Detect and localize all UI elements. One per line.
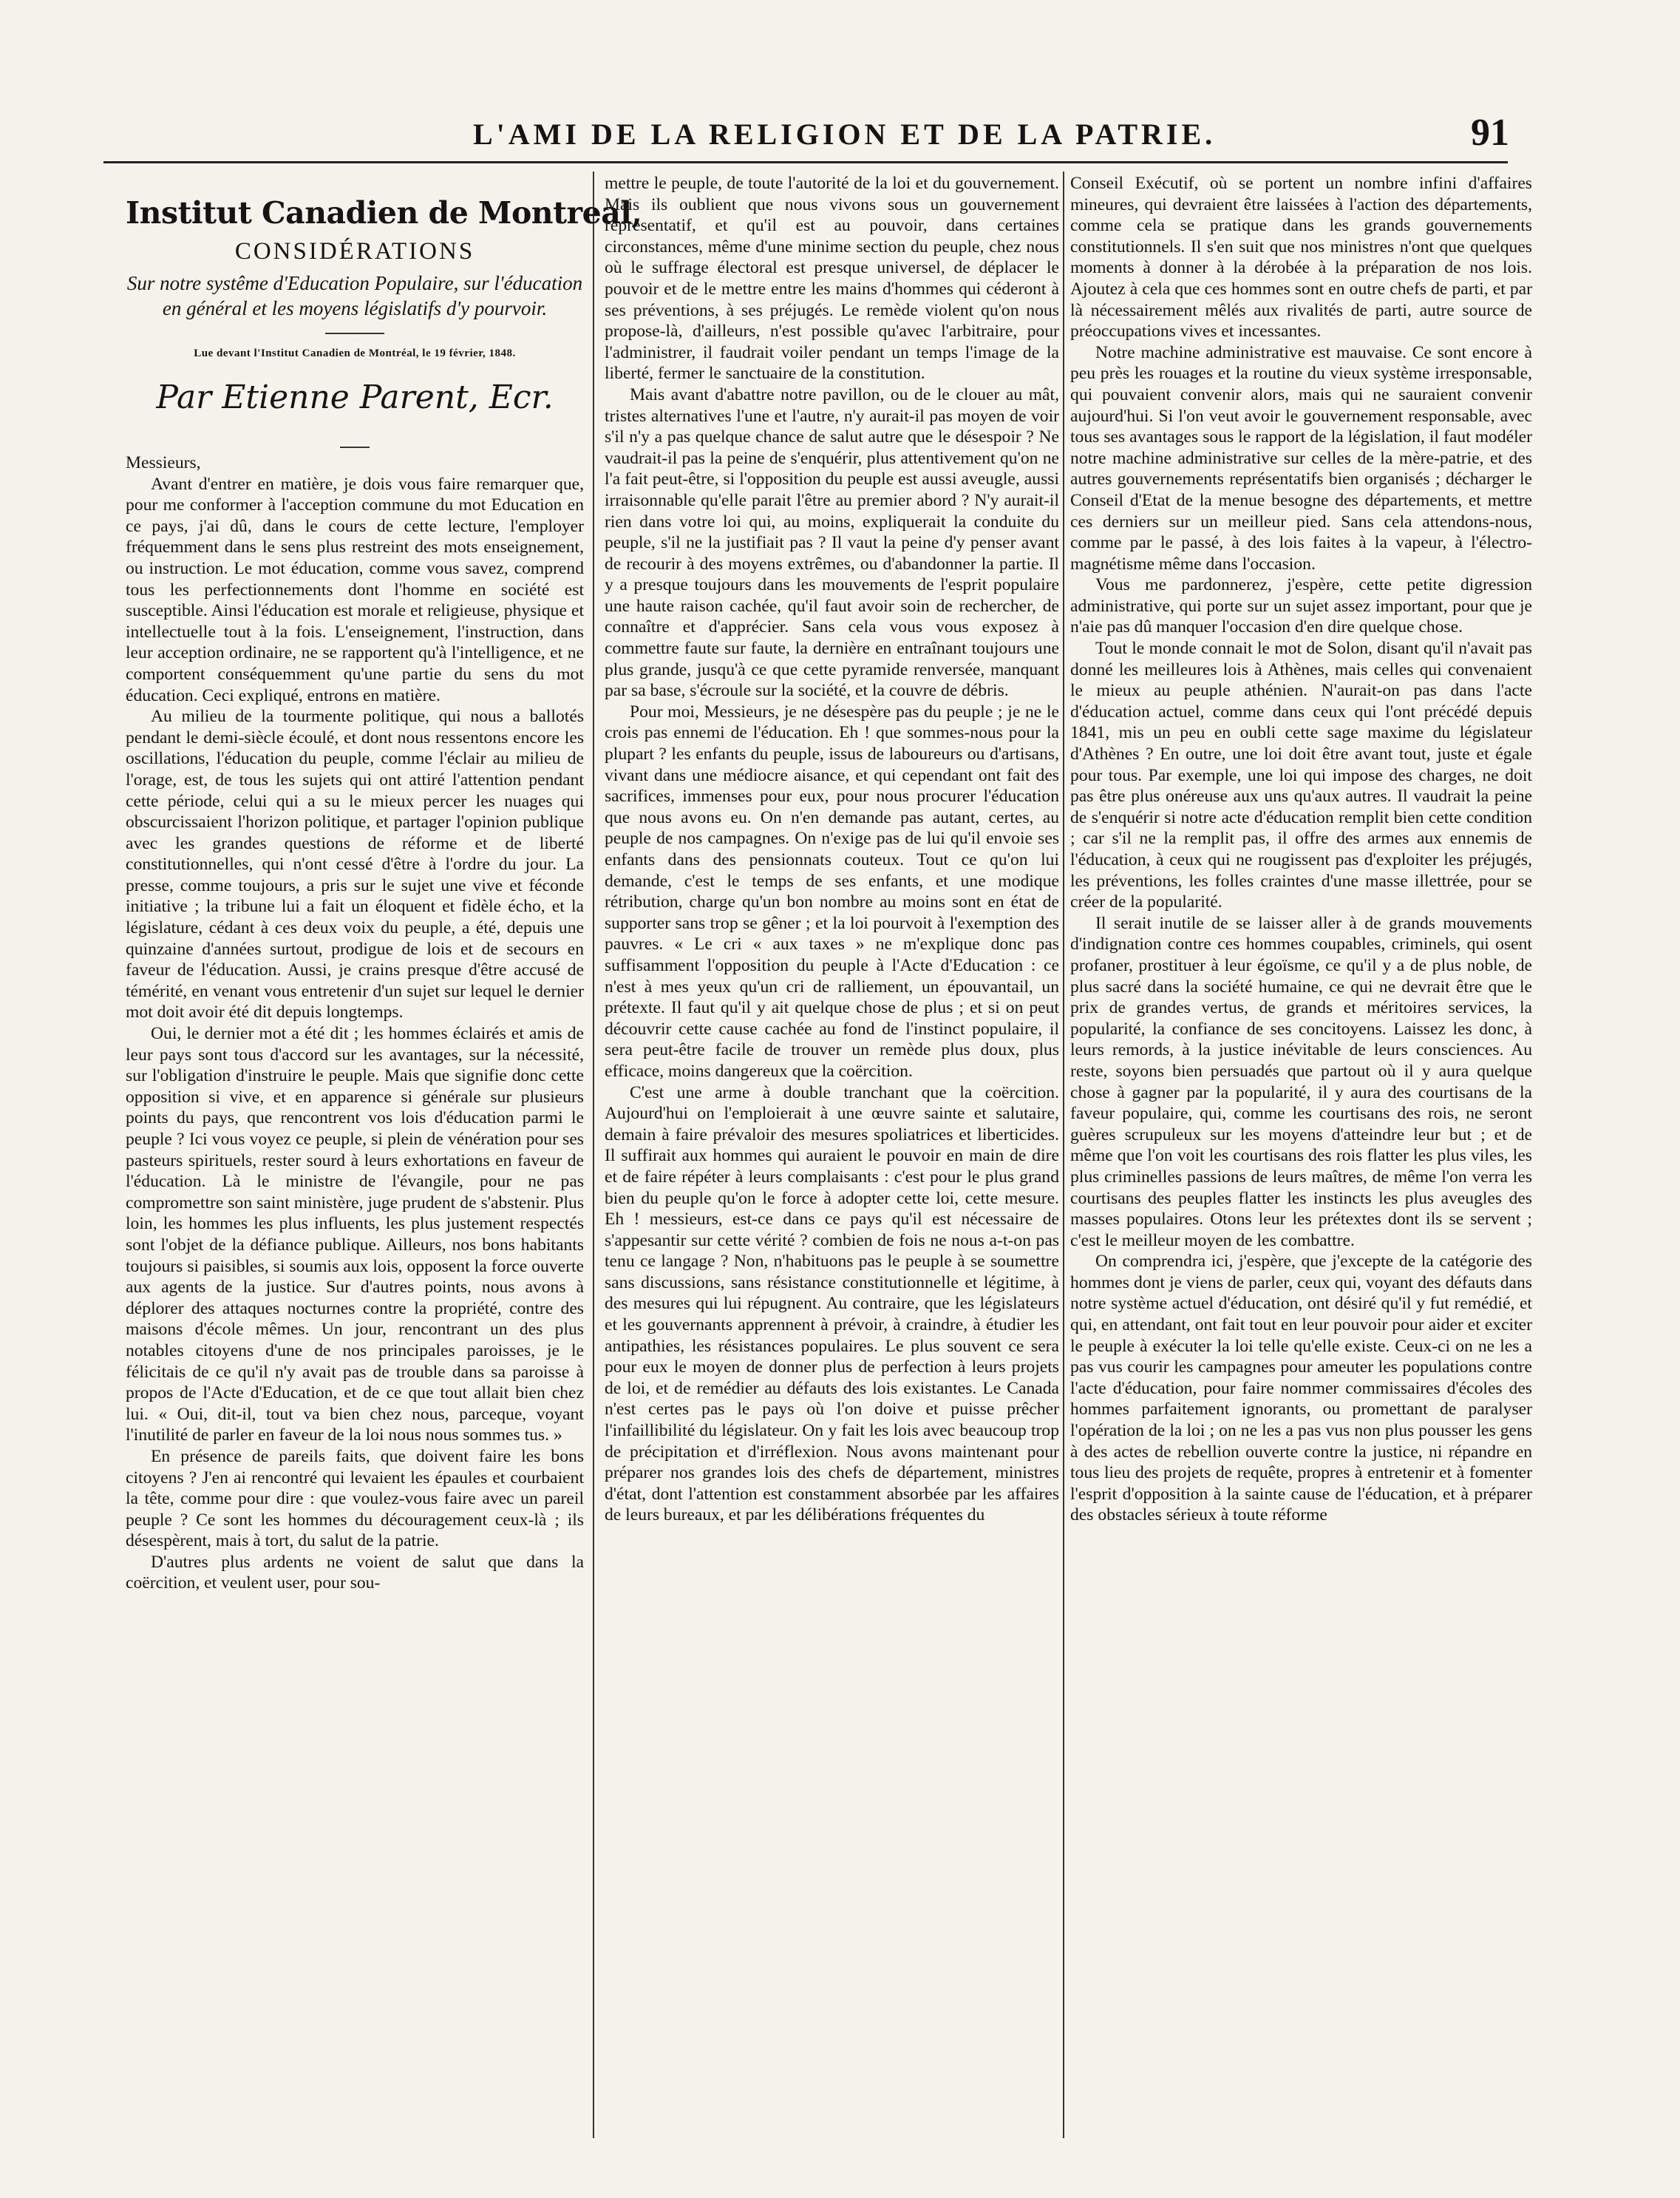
paragraph: Notre machine administrative est mauvaise. Ce sont encore à peu près les rouages et la routine du vieux système irresponsable, qui pouvaient convenir alors, mais qui ne sauraient convenir aujourd'hui. Si l'on veut avoir le gouvernement responsable, avec tous ses avantages sous le rapport de la législation, il faut modéler notre machine administrative sur celles de la mère-patrie, et des autres gouvernements représentatifs bien organisés ; décharger le Conseil d'Etat de la menue besogne des départements, et mettre ces derniers sur un meilleur pied. Sans cela attendons-nous, comme par le passé, à des lois faites à la vapeur, à l'électro-magnétisme même dans l'occasion. — [1070, 342, 1532, 574]
paragraph: Pour moi, Messieurs, je ne désespère pas du peuple ; je ne le crois pas ennemi de l'éducation. Eh ! que sommes-nous pour la plupart ? les enfants du peuple, issus de laboureurs ou d'artisans, vivant dans une médiocre aisance, et qui cependant ont fait des sacrifices, immenses pour eux, pour nous procurer l'éducation que nous avons eu. On n'en demande pas autant, certes, au peuple de nos campagnes. On n'exige pas de lui qu'il envoie ses enfants dans des pensionnats couteux. Tout ce qu'on lui demande, c'est le temps de ses enfants, et une modique rétribution, charge qu'un bon nombre au moins sont en état de supporter sans trop se gêner ; et la loi pourvoit à l'exemption des pauvres. « Le cri « aux taxes » ne m'explique donc pas suffisamment l'opposition du peuple à l'Acte d'Education : ce n'est à mes yeux qu'un cri de ralliement, un épouvantail, un prétexte. Il faut qu'il y ait quelque chose de plus ; et si on peut découvrir cette cause cachée au fond de l'instinct populaire, il sera peut-être facile de trouver un remède plus doux, plus efficace, moins dangereux que la coërcition. — [605, 702, 1059, 1081]
paragraph: Tout le monde connait le mot de Solon, disant qu'il n'avait pas donné les meilleures lois à Athènes, mais celles qui convenaient le mieux au peuple athénien. N'aurait-on pas dans l'acte d'éducation actuel, comme dans ceux qui l'ont précédé depuis 1841, mis un peu en oubli cette sage maxime du législateur d'Athènes ? En outre, une loi doit être avant tout, juste et égale pour tous. Par exemple, une loi qui impose des charges, ne doit pas être plus onéreuse aux uns qu'aux autres. Il vaudrait la peine de s'enquérir si notre acte d'éducation remplit bien cette condition ; car s'il ne la remplit pas, il offre des armes aux ennemis de l'éducation, à ceux qui ne rougissent pas d'exploiter les préjugés, les préventions, les folles craintes d'une masse illettrée, pour se créer de la popularité. — [1070, 639, 1532, 912]
column-divider — [593, 172, 594, 2138]
column-1 — [126, 173, 642, 2162]
running-head — [0, 0, 1680, 155]
article-heading: CONSIDÉRATIONS — [234, 238, 475, 265]
paragraph: On comprendra ici, j'espère, que j'excepte de la catégorie des hommes dont je viens de parler, ceux qui, voyant des défauts dans notre système actuel d'éducation, ont désiré qu'il y fut remédié, et qui, en attendant, ont fait tout en leur pouvoir pour aider et exciter le peuple à exécuter la loi telle qu'elle existe. Ceux-ci on ne les a pas vus courir les campagnes pour ameuter les populations contre l'acte d'éducation, pour faire nommer commissaires d'écoles des hommes parfaitement ignorants, ou promettant de paralyser l'opération de la loi ; on ne les a pas vus non plus pousser les gens à des actes de rebellion ouverte contre la justice, ni répandre en tous lieu des projets de requête, propres à entretenir et à fomenter l'esprit d'opposition à la sainte cause de l'éducation, et à préparer des obstacles sérieux à toute réforme — [1070, 1252, 1532, 1525]
paragraph: C'est une arme à double tranchant que la coërcition. Aujourd'hui on l'emploierait à une œuvre sainte et salutaire, demain à faire prévaloir des mesures spoliatrices et liberticides. Il suffirait aux hommes qui auraient le pouvoir en main de dire et de faire répéter à leurs complaisants : c'est pour le plus grand bien du peuple qu'on le force à adopter cette loi, cette mesure. Eh ! messieurs, est-ce dans ce pays qu'il est nécessaire de s'appesantir sur cette vérité ? combien de fois ne nous a-t-on pas tenu ce langage ? Non, n'habituons pas le peuple à se soumettre sans discussions, sans résistance constitutionnelle et légitime, à des mesures qui lui répugnent. Au contraire, que les législateurs et les gouvernants apprennent à prévoir, à craindre, à étudier les antipathies, les résistances populaires. Le plus souvent ce sera pour eux le moyen de donner plus de perfection à leurs projets de loi, et de remédier au défauts des lois existantes. Le Canada n'est certes pas le pays où l'on doive et puisse prêcher l'infaillibilité du législateur. On y fait les lois avec beaucoup trop de précipitation et d'irréflexion. Nous avons maintenant pour préparer nos grandes lois des chefs de département, ministres d'état, dont l'attention est constamment absorbée par les affaires de leurs bureaux, et par les délibérations fréquentes du — [605, 1082, 1059, 1525]
column-divider — [1063, 172, 1064, 2138]
institution-heading: Institut Canadien de Montreal, — [126, 195, 642, 231]
running-title: L'AMI DE LA RELIGION ET DE LA PATRIE. — [473, 118, 1217, 151]
paragraph: Conseil Exécutif, où se portent un nombre infini d'affaires mineures, qui devraient être laissées à l'action des départements, comme cela se pratique dans les grands gouvernements constitutionnels. Il s'en suit que nos ministres n'ont que quelques moments à donner à la dérobée à la préparation de nos lois. Ajoutez à cela que ces hommes sont en outre chefs de parti, et par là nécessairement mêlés aux rivalités de parti, autre source de préoccupations vives et incessantes. — [1070, 174, 1532, 342]
paragraph: Avant d'entrer en matière, je dois vous faire remarquer que, pour me conformer à l'acception commune du mot Education en ce pays, j'ai dû, dans le cours de cette lecture, l'employer fréquemment dans le sens plus restreint des mots enseignement, ou instruction. Le mot éducation, comme vous savez, comprend tous les perfectionnements dont l'homme en société est susceptible. Ainsi l'éducation est morale et religieuse, physique et intellectuelle tout à la fois. L'enseignement, l'instruction, dans leur acception ordinaire, ne se rapportent qu'à l'intelligence, et ne comportent conséquemment qu'une partie du sens du mot éducation. Ceci expliqué, entrons en matière. — [126, 474, 584, 705]
page-number: 91 — [1471, 112, 1509, 154]
paragraph: Vous me pardonnerez, j'espère, cette petite digression administrative, qui porte sur un sujet assez important, pour que je n'aie pas dû manquer l'occasion d'en dire quelque chose. — [1070, 575, 1532, 637]
column-2 — [605, 173, 1059, 2162]
column-3 — [1070, 173, 1532, 2162]
article-subtitle: Sur notre systême d'Education Populaire, sur l'éducation en général et les moyens législatifs d'y pourvoir. — [126, 272, 583, 319]
paragraph: Il serait inutile de se laisser aller à de grands mouvements d'indignation contre ces hommes coupables, criminels, qui osent profaner, prostituer à leur égoïsme, ce qu'il y a de plus noble, de plus sacré dans la société humaine, ce qui ne devrait être que le prix de grandes vertus, de grands et méritoires services, la popularité, la confiance de ses concitoyens. Laissez les donc, à leurs remords, à la justice inévitable de leurs consciences. Au reste, soyons bien persuadés que partout où il y aura quelque chose à gagner par la popularité, il y aura des courtisans de la faveur populaire, qui, comme les courtisans des rois, ne seront guères scrupuleux sur les moyens d'atteindre leur but ; et de même que l'on voit les courtisans des rois flatter les plus viles, les plus criminelles passions de leurs maîtres, de même l'on verra les courtisans des peuples flatter les instincts les plus aveugles des masses populaires. Otons leur les prétextes dont ils se servent ; c'est le meilleur moyen de les combattre. — [1070, 913, 1532, 1250]
paragraph: Oui, le dernier mot a été dit ; les hommes éclairés et amis de leur pays sont tous d'accord sur les avantages, sur la nécessité, sur l'obligation d'instruire le peuple. Mais que signifie donc cette opposition si vive, et en apparence si générale sur plusieurs points du pays, que rencontrent vos lois d'éducation parmi le peuple ? Ici vous voyez ce peuple, si plein de vénération pour ses pasteurs spirituels, rester sourd à leurs exhortations en faveur de l'éducation. Là le ministre de l'évangile, pour ne pas compromettre son saint ministère, juge prudent de s'abstenir. Plus loin, les hommes les plus influents, les plus justement respectés sont l'objet de la défiance publique. Ailleurs, nos bons habitants toujours si paisibles, si soumis aux lois, opposent la force ouverte aux agents de la justice. Sur d'autres points, nous avons à déplorer des attaques nocturnes contre la propriété, contre des maisons d'école mêmes. Un jour, rencontrant un des plus notables citoyens d'une de nos principales paroisses, je le félicitais de ce qu'il n'y avait pas de trouble dans sa paroisse à propos de l'Acte d'Education, et de ce que tout allait bien chez lui. « Oui, dit-il, tout va bien chez nous, parceque, voyant l'inutilité de parler en faveur de la loi nous nous sommes tus. » — [126, 1024, 584, 1445]
header-rule — [103, 161, 1508, 163]
byline: Par Etienne Parent, Ecr. — [156, 379, 554, 416]
paragraph: Mais avant d'abattre notre pavillon, ou de le clouer au mât, tristes alternatives l'une et l'autre, n'y aurait-il pas moyen de voir s'il n'y a pas quelque chance de salut autre que le désespoir ? Ne vaudrait-il pas la peine de s'enquérir, plus attentivement qu'on ne l'a fait peut-être, si l'opposition du peuple est aussi aveugle, aussi irraisonnable qu'elle parait l'être au premier abord ? N'y aurait-il rien dans votre loi qui, au moins, expliquerait la conduite du peuple, s'il ne la justifiait pas ? Il vaut la peine d'y penser avant de recourir à des moyens extrêmes, ou d'abandonner la partie. Il y a presque toujours dans les mouvements de l'esprit populaire une haute raison cachée, qu'il faut avoir soin de rechercher, de connaître et d'apprécier. Sans cela vous vous exposez à commettre faute sur faute, la dernière en entraînant toujours une plus grande, jusqu'à ce que cette pyramide renversée, manquant par sa base, s'écroule sur la société, et la couvre de débris. — [605, 384, 1059, 701]
paragraph: D'autres plus ardents ne voient de salut que dans la coërcition, et veulent user, pour sou- — [126, 1552, 584, 1593]
read-before-note: Lue devant l'Institut Canadien de Montréal, le 19 février, 1848. — [194, 347, 516, 359]
byline-rule — [340, 447, 370, 448]
paragraph: Messieurs, — [126, 453, 201, 472]
paragraph: En présence de pareils faits, que doivent faire les bons citoyens ? J'en ai rencontré qui levaient les épaules et courbaient la tête, comme pour dire : que voulez-vous faire avec un pareil peuple ? Ce sont les hommes du découragement ceux-là ; ils désespèrent, mais à tort, du salut de la patrie. — [126, 1446, 584, 1551]
paragraph: mettre le peuple, de toute l'autorité de la loi et du gouvernement. Mais ils oublient que nous vivons sous un gouvernement représentatif, et qu'il est au pouvoir, dans certaines circonstances, même d'une minime section du peuple, chez nous où le suffrage électoral est presque universel, de déplacer le pouvoir et de le mettre entre les mains d'hommes qui céderont à ses préventions, à ses préjugés. Le remède violent qu'on nous propose-là, d'ailleurs, n'est possible qu'avec l'arbitraire, pour l'administrer, il faudrait voiler pendant un temps l'image de la liberté, fermer le sanctuaire de la constitution. — [605, 174, 1059, 384]
heading-rule — [325, 333, 384, 334]
paragraph: Au milieu de la tourmente politique, qui nous a ballotés pendant le demi-siècle écoulé, et dont nous ressentons encore les oscillations, l'éducation du peuple, comme l'éclair au milieu de l'orage, est, de tous les sujets qui ont attiré l'attention pendant cette période, celui qui a su le mieux percer les nuages qui obscurcissaient l'horizon politique, et partager l'opinion publique avec les grandes questions de réforme et de liberté constitutionnelles, qui n'ont cessé d'être à l'ordre du jour. La presse, comme toujours, a pris sur le sujet une vive et féconde initiative ; la tribune lui a fait un éloquent et fidèle écho, et la législature, cédant à ces deux voix du peuple, a été, depuis une quinzaine d'années surtout, prodigue de lois et de secours en faveur de l'éducation. Aussi, je crains presque d'être accusé de témérité, en venant vous entretenir d'un sujet sur lequel le dernier mot doit avoir été dit depuis longtemps. — [126, 707, 584, 1022]
